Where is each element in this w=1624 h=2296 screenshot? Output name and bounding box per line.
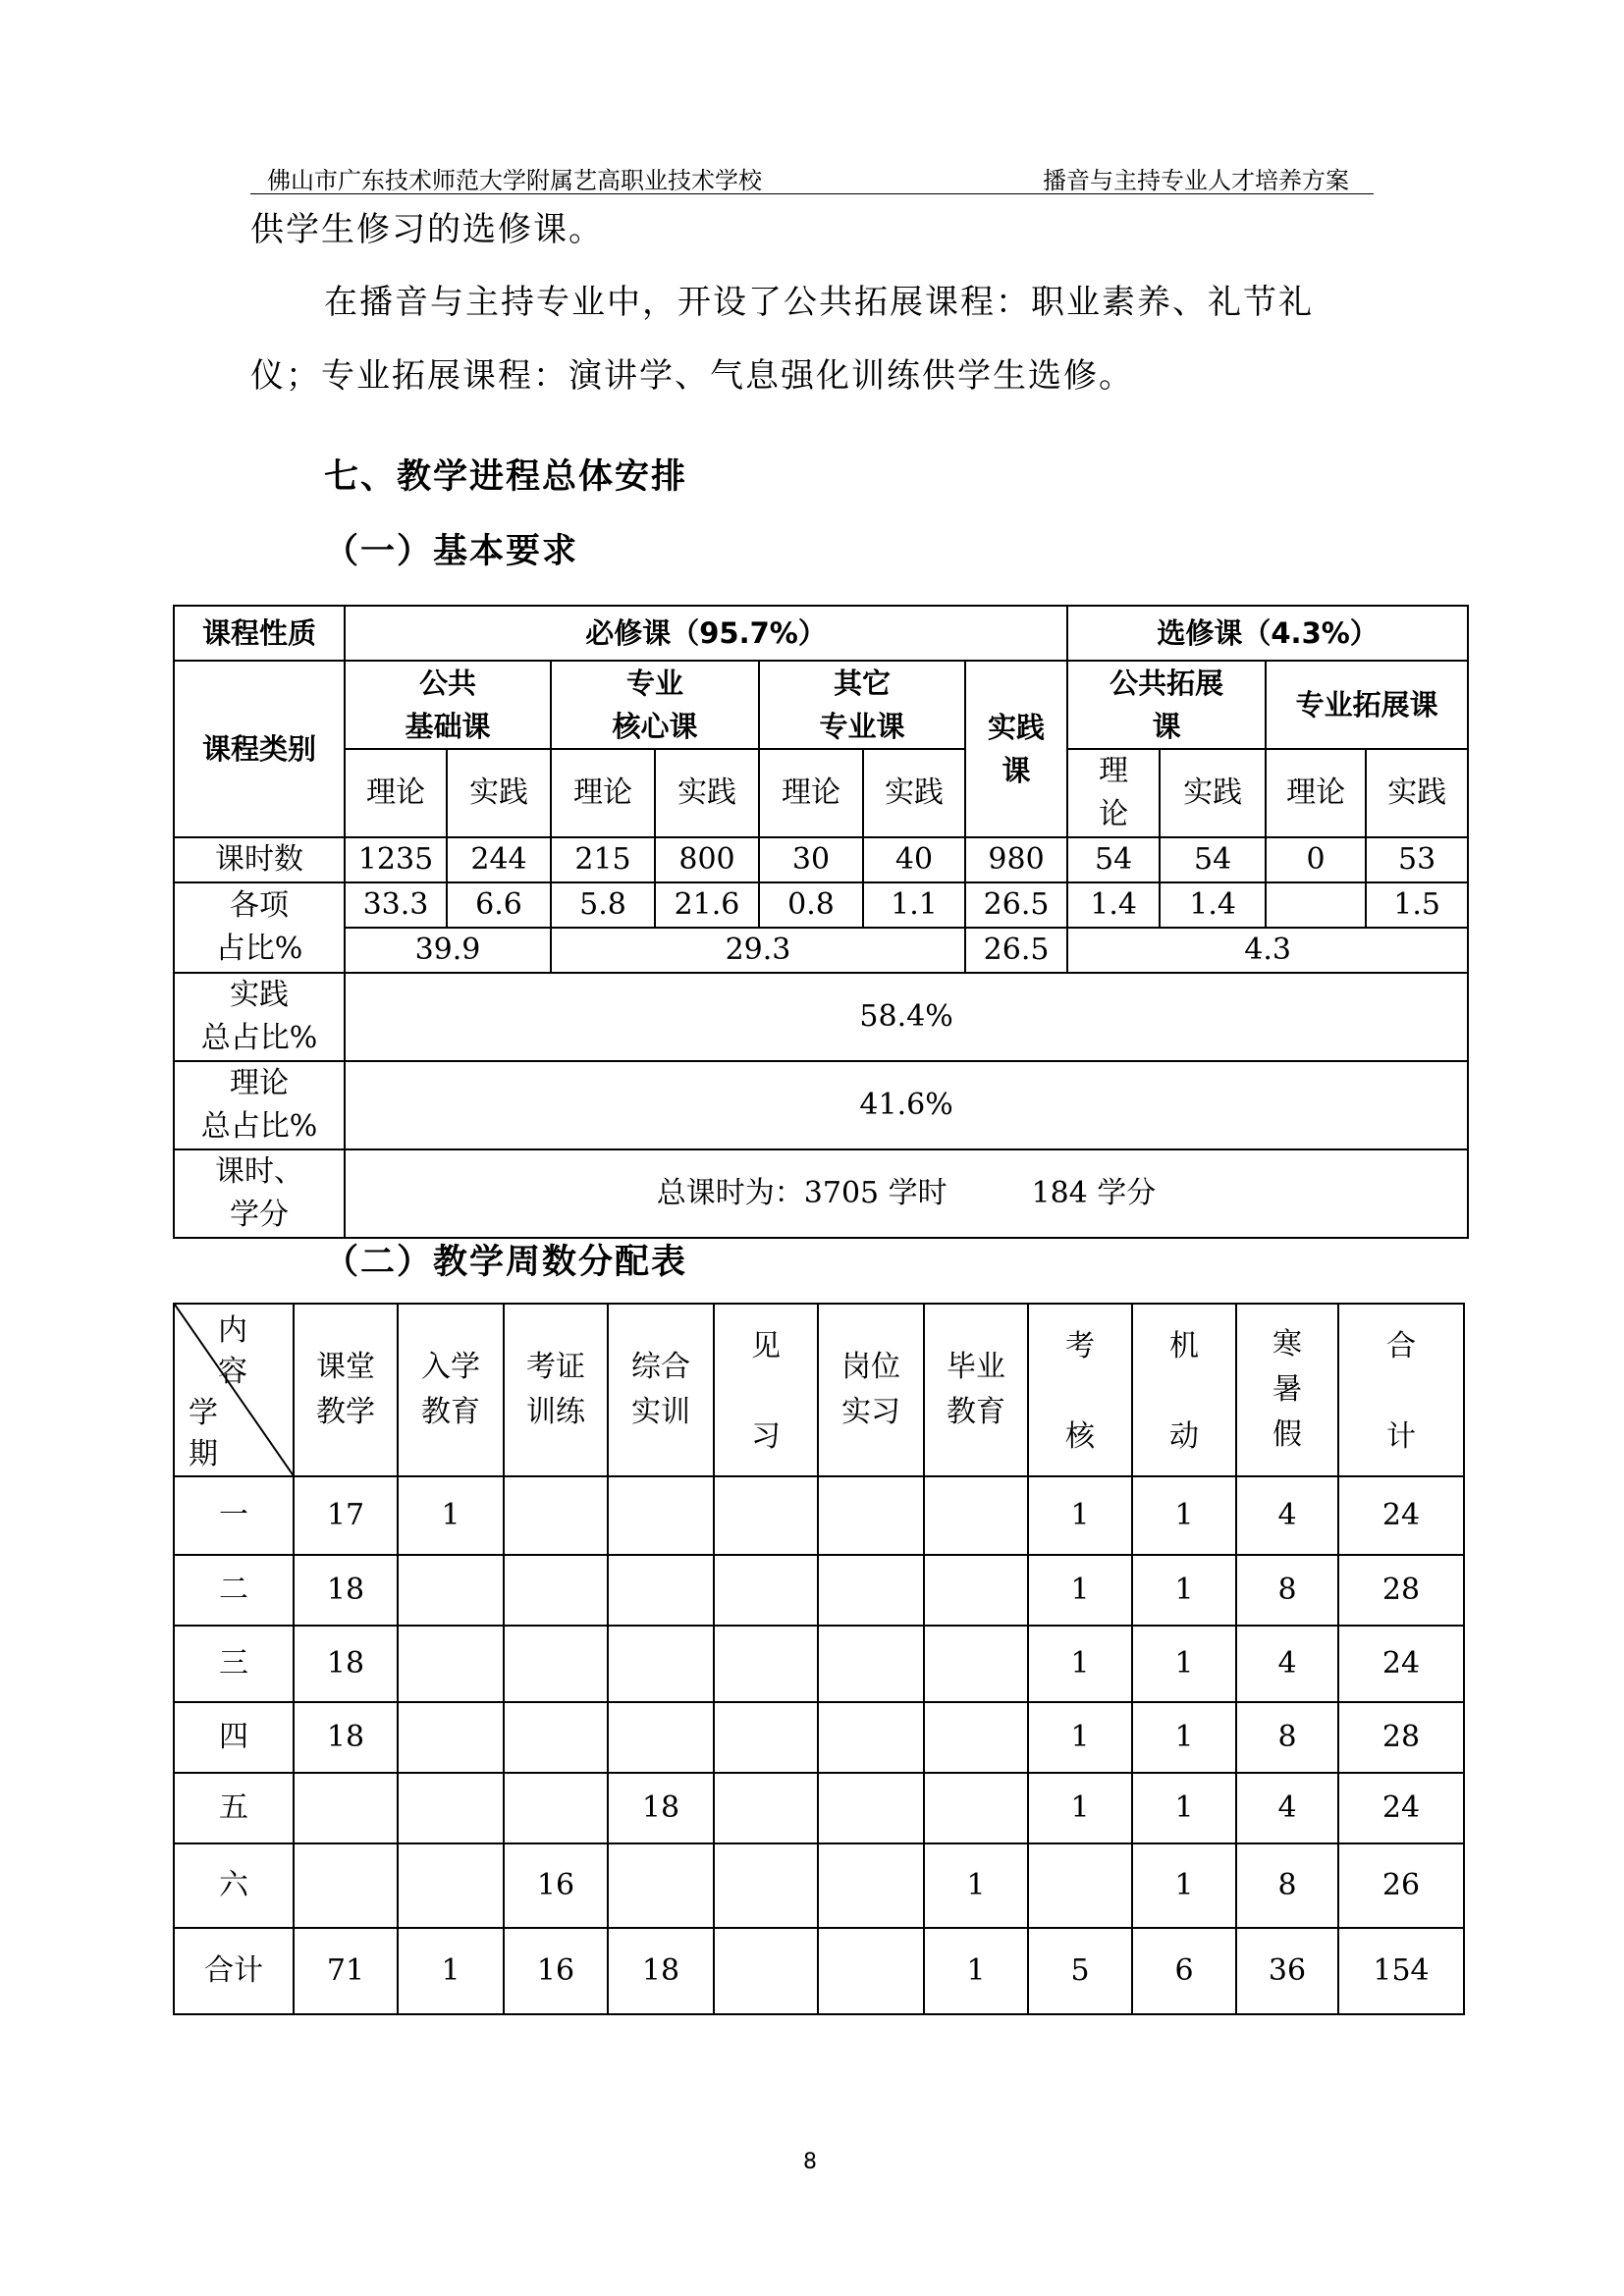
paragraph-2: 在播音与主持专业中，开设了公共拓展课程：职业素养、礼节礼 xyxy=(324,283,1314,322)
week-cell xyxy=(398,1555,504,1626)
section-title: 七、教学进程总体安排 xyxy=(324,457,688,497)
week-cell: 1 xyxy=(924,1928,1028,2014)
hours-cell: 30 xyxy=(759,837,863,882)
corner-header xyxy=(174,1304,294,1476)
table-row xyxy=(174,1928,1464,2014)
week-cell xyxy=(398,1702,504,1773)
week-cell xyxy=(398,1843,504,1928)
elective-header: 选修课（4.3%） xyxy=(1067,606,1468,661)
week-cell xyxy=(294,1773,398,1843)
col-classroom: 课堂 教学 xyxy=(294,1304,398,1476)
week-cell xyxy=(818,1773,924,1843)
week-cell xyxy=(818,1843,924,1928)
ratio-cell: 21.6 xyxy=(655,882,759,928)
week-cell xyxy=(924,1476,1028,1555)
week-cell: 1 xyxy=(924,1843,1028,1928)
pro-ext-header: 专业拓展课 xyxy=(1266,661,1468,749)
week-cell: 71 xyxy=(294,1928,398,2014)
week-cell: 8 xyxy=(1236,1555,1338,1626)
hours-label: 课时数 xyxy=(174,837,345,882)
ratio-label: 各项 占比% xyxy=(174,882,345,973)
col-total: 合 计 xyxy=(1338,1304,1464,1476)
week-cell: 4 xyxy=(1236,1476,1338,1555)
week-cell: 24 xyxy=(1338,1476,1464,1555)
table-row xyxy=(174,1773,1464,1843)
week-cell xyxy=(924,1702,1028,1773)
hours-cell: 54 xyxy=(1160,837,1266,882)
week-cell: 1 xyxy=(398,1476,504,1555)
week-cell xyxy=(714,1626,818,1702)
practice-total-label: 实践 总占比% xyxy=(174,973,345,1061)
theory-total-label: 理论 总占比% xyxy=(174,1061,345,1149)
week-cell: 18 xyxy=(608,1928,714,2014)
week-cell xyxy=(608,1702,714,1773)
week-cell: 1 xyxy=(398,1928,504,2014)
col-comprehensive: 综合 实训 xyxy=(608,1304,714,1476)
week-cell xyxy=(818,1555,924,1626)
theory-label: 理论 xyxy=(1266,749,1366,837)
week-cell: 24 xyxy=(1338,1626,1464,1702)
term-label: 合计 xyxy=(174,1928,294,2014)
credits-label: 课时、 学分 xyxy=(174,1149,345,1238)
week-cell xyxy=(504,1702,608,1773)
col-certification: 考证 训练 xyxy=(504,1304,608,1476)
term-label: 二 xyxy=(174,1555,294,1626)
week-cell xyxy=(818,1702,924,1773)
hours-cell: 40 xyxy=(863,837,965,882)
week-cell: 28 xyxy=(1338,1702,1464,1773)
theory-label: 理论 xyxy=(345,749,447,837)
col-vacation: 寒 暑 假 xyxy=(1236,1304,1338,1476)
week-cell xyxy=(714,1773,818,1843)
group-ratio-cell: 29.3 xyxy=(551,928,965,973)
theory-label: 理论 xyxy=(759,749,863,837)
theory-label: 理 论 xyxy=(1067,749,1160,837)
week-cell: 16 xyxy=(504,1928,608,2014)
week-cell: 1 xyxy=(1132,1773,1236,1843)
week-cell: 1 xyxy=(1028,1476,1132,1555)
hours-cell: 1235 xyxy=(345,837,447,882)
ratio-cell: 26.5 xyxy=(965,882,1067,928)
col-flexible: 机 动 xyxy=(1132,1304,1236,1476)
col-graduation: 毕业 教育 xyxy=(924,1304,1028,1476)
subsection-title-basic: （一）基本要求 xyxy=(324,532,579,571)
week-cell: 18 xyxy=(294,1702,398,1773)
week-cell xyxy=(818,1928,924,2014)
week-cell xyxy=(818,1476,924,1555)
group-ratio-cell: 4.3 xyxy=(1067,928,1468,973)
ratio-cell: 1.4 xyxy=(1067,882,1160,928)
corner-term-label: 学 期 xyxy=(189,1396,218,1471)
ratio-cell: 1.1 xyxy=(863,882,965,928)
hours-cell: 800 xyxy=(655,837,759,882)
practice-label: 实践 xyxy=(655,749,759,837)
week-cell: 4 xyxy=(1236,1773,1338,1843)
group-ratio-cell: 39.9 xyxy=(345,928,551,973)
week-cell xyxy=(924,1773,1028,1843)
week-cell xyxy=(714,1843,818,1928)
week-cell: 17 xyxy=(294,1476,398,1555)
subsection-title-weeks: （二）教学周数分配表 xyxy=(324,1243,688,1282)
week-cell xyxy=(608,1626,714,1702)
other-header: 其它 专业课 xyxy=(759,661,965,749)
theory-label: 理论 xyxy=(551,749,655,837)
week-cell xyxy=(818,1626,924,1702)
hours-cell: 54 xyxy=(1067,837,1160,882)
header-school-name: 佛山市广东技术师范大学附属艺高职业技术学校 xyxy=(267,167,762,194)
week-cell xyxy=(608,1843,714,1928)
col-exam: 考 核 xyxy=(1028,1304,1132,1476)
week-cell xyxy=(714,1476,818,1555)
week-cell: 26 xyxy=(1338,1843,1464,1928)
week-cell: 154 xyxy=(1338,1928,1464,2014)
week-cell xyxy=(714,1702,818,1773)
ratio-cell: 33.3 xyxy=(345,882,447,928)
ratio-cell: 1.4 xyxy=(1160,882,1266,928)
week-cell xyxy=(924,1626,1028,1702)
term-label: 三 xyxy=(174,1626,294,1702)
table-row xyxy=(174,1702,1464,1773)
week-cell: 18 xyxy=(294,1626,398,1702)
theory-total-value: 41.6% xyxy=(345,1061,1468,1149)
week-cell: 8 xyxy=(1236,1702,1338,1773)
week-cell: 1 xyxy=(1028,1555,1132,1626)
practice-label: 实践 xyxy=(863,749,965,837)
practice-course-header: 实践 课 xyxy=(965,661,1067,837)
week-cell: 16 xyxy=(504,1843,608,1928)
ratio-cell xyxy=(1266,882,1366,928)
hours-cell: 0 xyxy=(1266,837,1366,882)
practice-label: 实践 xyxy=(1160,749,1266,837)
credits-value: 总课时为：3705 学时 184 学分 xyxy=(345,1149,1468,1238)
term-label: 六 xyxy=(174,1843,294,1928)
ratio-cell: 6.6 xyxy=(447,882,551,928)
week-cell xyxy=(608,1555,714,1626)
hours-cell: 215 xyxy=(551,837,655,882)
week-cell xyxy=(294,1843,398,1928)
week-cell: 8 xyxy=(1236,1843,1338,1928)
week-cell xyxy=(504,1476,608,1555)
table-row xyxy=(174,1626,1464,1702)
col-internship: 岗位 实习 xyxy=(818,1304,924,1476)
week-cell xyxy=(924,1555,1028,1626)
term-label: 一 xyxy=(174,1476,294,1555)
required-header: 必修课（95.7%） xyxy=(345,606,1067,661)
week-cell xyxy=(714,1928,818,2014)
practice-label: 实践 xyxy=(447,749,551,837)
header-doc-title: 播音与主持专业人才培养方案 xyxy=(1043,167,1349,194)
nature-label: 课程性质 xyxy=(174,606,345,661)
page-number: 8 xyxy=(803,2150,817,2174)
table-row xyxy=(174,1843,1464,1928)
week-cell: 18 xyxy=(294,1555,398,1626)
week-cell: 1 xyxy=(1132,1626,1236,1702)
week-cell: 1 xyxy=(1028,1773,1132,1843)
requirements-table xyxy=(173,605,1469,1239)
week-cell xyxy=(714,1555,818,1626)
week-cell xyxy=(608,1476,714,1555)
week-cell xyxy=(504,1555,608,1626)
table-row xyxy=(174,1555,1464,1626)
week-cell xyxy=(398,1626,504,1702)
paragraph-1: 供学生修习的选修课。 xyxy=(250,210,604,249)
ratio-cell: 5.8 xyxy=(551,882,655,928)
week-cell: 1 xyxy=(1132,1843,1236,1928)
week-cell: 1 xyxy=(1028,1626,1132,1702)
table-row xyxy=(174,1476,1464,1555)
term-label: 四 xyxy=(174,1702,294,1773)
week-cell xyxy=(398,1773,504,1843)
week-cell: 5 xyxy=(1028,1928,1132,2014)
week-cell: 4 xyxy=(1236,1626,1338,1702)
week-cell: 18 xyxy=(608,1773,714,1843)
week-cell xyxy=(504,1626,608,1702)
week-cell: 1 xyxy=(1132,1702,1236,1773)
ratio-cell: 0.8 xyxy=(759,882,863,928)
col-observation: 见 习 xyxy=(714,1304,818,1476)
group-ratio-cell: 26.5 xyxy=(965,928,1067,973)
practice-label: 实践 xyxy=(1366,749,1468,837)
week-cell: 6 xyxy=(1132,1928,1236,2014)
week-cell: 36 xyxy=(1236,1928,1338,2014)
header-rule xyxy=(250,193,1374,194)
corner-content-label: 内 容 xyxy=(218,1313,247,1389)
weeks-table xyxy=(173,1303,1465,2015)
core-header: 专业 核心课 xyxy=(551,661,759,749)
col-enrollment: 入学 教育 xyxy=(398,1304,504,1476)
week-cell: 28 xyxy=(1338,1555,1464,1626)
week-cell: 1 xyxy=(1132,1555,1236,1626)
ratio-cell: 1.5 xyxy=(1366,882,1468,928)
public-basic-header: 公共 基础课 xyxy=(345,661,551,749)
hours-cell: 980 xyxy=(965,837,1067,882)
term-label: 五 xyxy=(174,1773,294,1843)
week-cell: 24 xyxy=(1338,1773,1464,1843)
week-cell xyxy=(504,1773,608,1843)
week-cell: 1 xyxy=(1132,1476,1236,1555)
public-ext-header: 公共拓展 课 xyxy=(1067,661,1266,749)
paragraph-3: 仪；专业拓展课程：演讲学、气息强化训练供学生选修。 xyxy=(250,356,1134,396)
week-cell xyxy=(1028,1843,1132,1928)
hours-cell: 53 xyxy=(1366,837,1468,882)
practice-total-value: 58.4% xyxy=(345,973,1468,1061)
category-label: 课程类别 xyxy=(174,661,345,837)
hours-cell: 244 xyxy=(447,837,551,882)
week-cell: 1 xyxy=(1028,1702,1132,1773)
